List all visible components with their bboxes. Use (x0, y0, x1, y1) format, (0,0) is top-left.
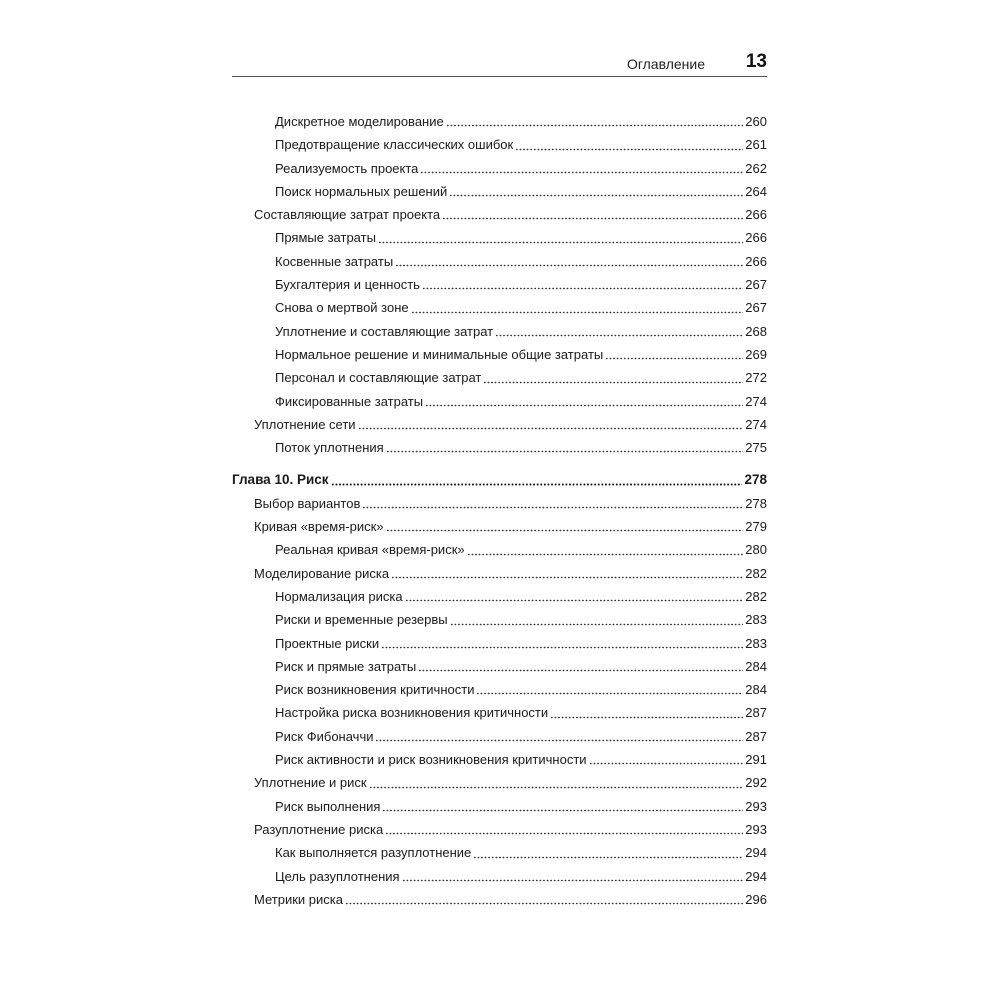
toc-entry-title: Бухгалтерия и ценность (275, 277, 420, 293)
toc-entry[interactable] (232, 632, 767, 655)
toc-entry-page: 284 (745, 658, 767, 674)
toc-entry[interactable] (232, 795, 767, 818)
dot-leader (405, 599, 744, 602)
toc-entry[interactable] (232, 608, 767, 631)
toc-entry[interactable] (232, 320, 767, 343)
toc-entry-title: Прямые затраты (275, 230, 376, 246)
toc-entry[interactable] (232, 390, 767, 413)
toc-entry-page: 280 (745, 542, 767, 558)
dot-leader (378, 241, 743, 244)
dot-leader (381, 646, 743, 649)
toc-entry-title: Выбор вариантов (254, 495, 361, 511)
dot-leader (386, 450, 744, 453)
toc-entry[interactable] (232, 133, 767, 156)
toc-entry-page: 294 (745, 845, 767, 861)
toc-entry[interactable] (232, 748, 767, 771)
toc-chapter-page: 278 (744, 472, 767, 488)
dot-leader (450, 623, 744, 626)
dot-leader (331, 483, 743, 486)
toc-entry[interactable] (232, 492, 767, 515)
dot-leader (375, 739, 743, 742)
toc-entry-title: Риск Фибоначчи (275, 728, 374, 744)
toc-entry-title: Риск активности и риск возникновения критичности (275, 752, 587, 768)
toc-entry-title: Проектные риски (275, 635, 380, 651)
dot-leader (449, 194, 743, 197)
toc-chapter-title: Глава 10. Риск (232, 472, 329, 488)
toc-entry-title: Риски и временные резервы (275, 612, 448, 628)
toc-entry-page: 275 (745, 440, 767, 456)
toc-entry-title: Косвенные затраты (275, 253, 394, 269)
toc-entry[interactable] (232, 296, 767, 319)
toc-entry[interactable] (232, 273, 767, 296)
toc-entry-title: Дискретное моделирование (275, 114, 444, 129)
dot-leader (422, 287, 743, 290)
toc-entry-page: 293 (745, 821, 767, 837)
toc-entry-title: Нормальное решение и минимальные общие затраты (275, 346, 604, 362)
dot-leader (418, 669, 743, 672)
dot-leader (369, 786, 744, 789)
toc-entry[interactable] (232, 203, 767, 226)
toc-entry[interactable] (232, 180, 767, 203)
dot-leader (425, 404, 743, 407)
toc-entry-page: 268 (745, 323, 767, 339)
toc-entry-page: 291 (745, 752, 767, 768)
toc-entry-title: Риск выполнения (275, 798, 381, 814)
toc-entry-title: Реализуемость проекта (275, 160, 419, 176)
toc-entry-title: Уплотнение сети (254, 416, 356, 432)
dot-leader (495, 334, 743, 337)
dot-leader (467, 553, 744, 556)
toc-entry[interactable] (232, 725, 767, 748)
toc-entry[interactable] (232, 841, 767, 864)
toc-entry-title: Настройка риска возникновения критичности (275, 705, 549, 721)
dot-leader (362, 506, 743, 509)
dot-leader (446, 124, 744, 127)
table-of-contents (232, 110, 767, 911)
toc-entry-title: Предотвращение классических ошибок (275, 137, 514, 153)
toc-entry-page: 266 (745, 207, 767, 223)
toc-chapter-entry[interactable] (232, 468, 767, 491)
dot-leader (386, 529, 744, 532)
toc-entry-page: 282 (745, 565, 767, 581)
toc-entry-page: 264 (745, 183, 767, 199)
toc-entry-page: 292 (745, 775, 767, 791)
toc-entry[interactable] (232, 250, 767, 273)
dot-leader (550, 716, 743, 719)
toc-entry-title: Моделирование риска (254, 565, 390, 581)
toc-entry[interactable] (232, 701, 767, 724)
dot-leader (382, 809, 743, 812)
toc-entry-page: 294 (745, 868, 767, 884)
toc-entry[interactable] (232, 413, 767, 436)
toc-entry[interactable] (232, 110, 767, 133)
dot-leader (473, 856, 743, 859)
toc-entry-title: Поиск нормальных решений (275, 183, 448, 199)
toc-entry-title: Фиксированные затраты (275, 393, 424, 409)
toc-entry-page: 274 (745, 393, 767, 409)
toc-entry[interactable] (232, 366, 767, 389)
toc-entry-page: 262 (745, 160, 767, 176)
dot-leader (345, 902, 743, 905)
toc-entry-page: 282 (745, 588, 767, 604)
toc-entry-title: Уплотнение и составляющие затрат (275, 323, 494, 339)
toc-entry-title: Риск возникновения критичности (275, 682, 475, 698)
header-title: Оглавление (626, 56, 705, 72)
toc-entry-page: 278 (745, 495, 767, 511)
toc-entry-title: Снова о мертвой зоне (275, 300, 409, 316)
toc-entry-title: Нормализация риска (275, 588, 403, 604)
toc-entry-title: Персонал и составляющие затрат (275, 370, 482, 386)
toc-entry-page: 269 (745, 346, 767, 362)
toc-entry-page: 266 (745, 230, 767, 246)
toc-entry-title: Поток уплотнения (275, 440, 384, 456)
toc-entry[interactable] (232, 226, 767, 249)
toc-entry-title: Метрики риска (254, 891, 343, 907)
toc-entry-page: 287 (745, 728, 767, 744)
toc-entry[interactable] (232, 538, 767, 561)
toc-entry[interactable] (232, 515, 767, 538)
toc-entry-page: 283 (745, 612, 767, 628)
header-page-number: 13 (745, 51, 767, 72)
toc-entry-title: Уплотнение и риск (254, 775, 367, 791)
toc-entry-page: 287 (745, 705, 767, 721)
toc-entry-title: Реальная кривая «время-риск» (275, 542, 465, 558)
toc-entry-page: 279 (745, 519, 767, 535)
toc-entry-title: Как выполняется разуплотнение (275, 845, 472, 861)
toc-entry[interactable] (232, 818, 767, 841)
dot-leader (395, 264, 743, 267)
toc-entry-page: 261 (745, 137, 767, 153)
toc-entry[interactable] (232, 655, 767, 678)
dot-leader (391, 576, 743, 579)
toc-entry-page: 272 (745, 370, 767, 386)
toc-entry[interactable] (232, 562, 767, 585)
toc-entry-title: Цель разуплотнения (275, 868, 400, 884)
toc-entry-page: 284 (745, 682, 767, 698)
dot-leader (476, 692, 743, 695)
toc-entry-page: 296 (745, 891, 767, 907)
toc-entry[interactable] (232, 888, 767, 911)
toc-entry-page: 283 (745, 635, 767, 651)
dot-leader (385, 832, 743, 835)
dot-leader (411, 311, 744, 314)
dot-leader (605, 357, 743, 360)
toc-entry[interactable] (232, 157, 767, 180)
dot-leader (402, 879, 744, 882)
dot-leader (483, 381, 743, 384)
dot-leader (358, 427, 744, 430)
toc-entry[interactable] (232, 771, 767, 794)
dot-leader (442, 217, 743, 220)
toc-entry[interactable] (232, 865, 767, 888)
dot-leader (515, 148, 743, 151)
toc-entry-title: Разуплотнение риска (254, 821, 384, 837)
toc-entry-title: Риск и прямые затраты (275, 658, 417, 674)
dot-leader (589, 762, 744, 765)
dot-leader (420, 171, 743, 174)
toc-entry-page: 293 (745, 798, 767, 814)
toc-entry[interactable] (232, 343, 767, 366)
toc-entry-page: 266 (745, 253, 767, 269)
running-header (232, 50, 767, 77)
toc-entry-page: 267 (745, 277, 767, 293)
toc-entry-title: Кривая «время-риск» (254, 519, 384, 535)
toc-entry[interactable] (232, 585, 767, 608)
toc-entry-page: 260 (745, 114, 767, 129)
toc-entry-page: 267 (745, 300, 767, 316)
toc-entry[interactable] (232, 678, 767, 701)
toc-entry-title: Составляющие затрат проекта (254, 207, 441, 223)
toc-entry-page: 274 (745, 416, 767, 432)
toc-entry[interactable] (232, 436, 767, 459)
